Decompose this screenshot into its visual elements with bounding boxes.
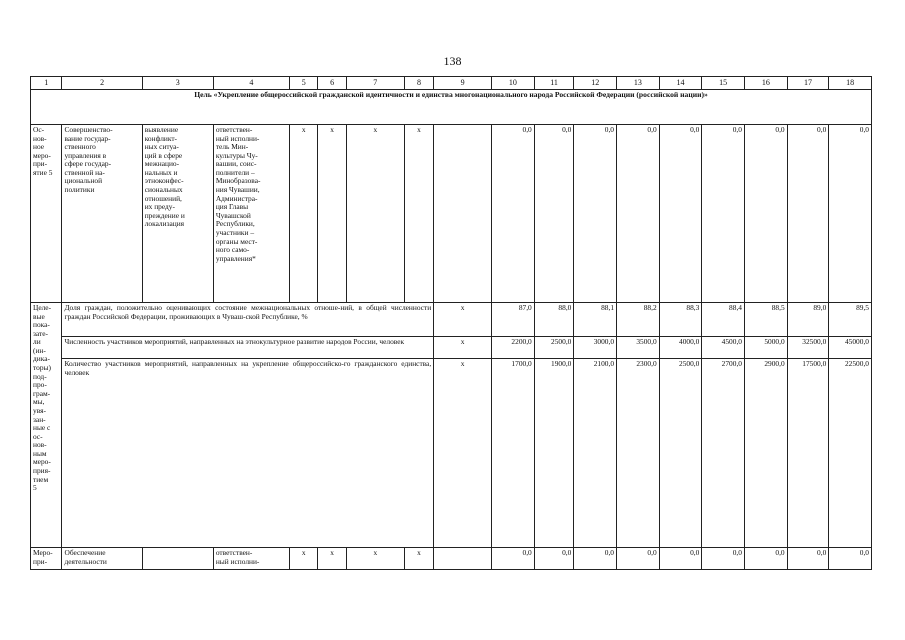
indicator-value: 45000,0 [829, 337, 872, 359]
event-value: 0,0 [659, 548, 702, 570]
main-event-label: Ос- нов- ное меро- при- ятие 5 [31, 125, 62, 303]
main-event-risks: выявление конфликт- ных ситуа- ций в сфере межнацио- нальных и этноконфес- сиональных отношений, их преду- преждение и локализация [142, 125, 213, 303]
column-number: 7 [346, 77, 404, 90]
main-event-value: 0,0 [744, 125, 787, 303]
indicator-value: 2100,0 [574, 359, 617, 548]
indicator-value: 4500,0 [702, 337, 745, 359]
column-number: 16 [744, 77, 787, 90]
event-label: Меро- при- [31, 548, 62, 570]
event-executor: ответствен- ный исполни- [213, 548, 289, 570]
main-event-value: 0,0 [492, 125, 535, 303]
indicators-label: Целе- вые пока- зате- ли (ин- дика- торы) под- про- грам- мы, увя- зан- ные с ос- нов- ным меро- прия- тием 5 [31, 303, 62, 548]
event-value: 0,0 [534, 548, 574, 570]
event-row [31, 548, 872, 570]
column-number: 1 [31, 77, 62, 90]
column-number: 5 [289, 77, 317, 90]
indicator-value: 5000,0 [744, 337, 787, 359]
main-event-value: 0,0 [534, 125, 574, 303]
column-number: 15 [702, 77, 745, 90]
event-name: Обеспечение деятельности [62, 548, 142, 570]
column-number: 10 [492, 77, 535, 90]
indicator-text: Количество участников мероприятий, направленных на укрепление общероссийско-го гражданского единства, человек [62, 359, 434, 548]
indicator-text: Численность участников мероприятий, направленных на этнокультурное развитие народов России, человек [62, 337, 434, 359]
indicator-value: 88,2 [617, 303, 660, 337]
goal-title: Цель «Укрепление общероссийской гражданской идентичности и единства многонационального народа Российской Федерации (российской нации)» [31, 90, 872, 125]
main-event-value: 0,0 [829, 125, 872, 303]
indicator-value: 89,5 [829, 303, 872, 337]
column-number: 12 [574, 77, 617, 90]
indicator-value: 2900,0 [744, 359, 787, 548]
event-value: 0,0 [744, 548, 787, 570]
column-number: 13 [617, 77, 660, 90]
main-event-c8: x [404, 125, 433, 303]
main-event-value: 0,0 [574, 125, 617, 303]
indicator-value: 32500,0 [787, 337, 829, 359]
column-number: 6 [318, 77, 346, 90]
column-number: 8 [404, 77, 433, 90]
main-event-executor: ответствен- ный исполни- тель Мин- культуры Чу- вашии, соис- полнители – Минобразова- ния Чувашии, Администра- ция Главы Чувашской Республики, участники – органы мест- ного само- управления* [213, 125, 289, 303]
main-event-c7: x [346, 125, 404, 303]
column-number-row [31, 77, 872, 90]
column-number: 14 [659, 77, 702, 90]
event-c7: x [346, 548, 404, 570]
indicator-row [31, 337, 872, 359]
goal-row [31, 90, 872, 125]
event-value: 0,0 [617, 548, 660, 570]
indicator-value: 4000,0 [659, 337, 702, 359]
indicator-value: 1700,0 [492, 359, 535, 548]
event-c5: x [289, 548, 317, 570]
main-event-c9 [434, 125, 492, 303]
page-number: 138 [443, 54, 462, 68]
event-value: 0,0 [492, 548, 535, 570]
indicator-value: 2200,0 [492, 337, 535, 359]
event-c6: x [318, 548, 346, 570]
indicator-value: 3500,0 [617, 337, 660, 359]
indicator-mark: x [434, 359, 492, 548]
indicator-value: 2500,0 [534, 337, 574, 359]
column-number: 9 [434, 77, 492, 90]
main-event-c5: x [289, 125, 317, 303]
indicator-value: 1900,0 [534, 359, 574, 548]
event-value: 0,0 [702, 548, 745, 570]
indicator-text: Доля граждан, положительно оценивающих состояние межнациональных отноше-ний, в общей численности граждан Российской Федерации, проживающих в Чуваш-ской Республике, % [62, 303, 434, 337]
program-table [30, 76, 872, 570]
indicator-value: 88,1 [574, 303, 617, 337]
indicator-value: 88,3 [659, 303, 702, 337]
main-event-name: Совершенство- вание государ- ственного управления в сфере государ- ственной на- циональной политики [62, 125, 142, 303]
column-number: 18 [829, 77, 872, 90]
indicator-row [31, 359, 872, 548]
column-number: 4 [213, 77, 289, 90]
indicator-mark: x [434, 303, 492, 337]
column-number: 17 [787, 77, 829, 90]
event-value: 0,0 [574, 548, 617, 570]
indicator-row [31, 303, 872, 337]
indicator-value: 89,0 [787, 303, 829, 337]
indicator-value: 22500,0 [829, 359, 872, 548]
main-event-value: 0,0 [659, 125, 702, 303]
event-risks [142, 548, 213, 570]
indicator-value: 2300,0 [617, 359, 660, 548]
main-event-c6: x [318, 125, 346, 303]
indicator-value: 17500,0 [787, 359, 829, 548]
column-number: 2 [62, 77, 142, 90]
column-number: 11 [534, 77, 574, 90]
main-event-value: 0,0 [787, 125, 829, 303]
indicator-mark: x [434, 337, 492, 359]
indicator-value: 88,5 [744, 303, 787, 337]
indicator-value: 2700,0 [702, 359, 745, 548]
column-number: 3 [142, 77, 213, 90]
indicator-value: 88,0 [534, 303, 574, 337]
indicator-value: 87,0 [492, 303, 535, 337]
indicator-value: 2500,0 [659, 359, 702, 548]
event-value: 0,0 [829, 548, 872, 570]
main-event-value: 0,0 [702, 125, 745, 303]
main-event-row [31, 125, 872, 303]
event-c9 [434, 548, 492, 570]
indicator-value: 88,4 [702, 303, 745, 337]
indicator-value: 3000,0 [574, 337, 617, 359]
main-event-value: 0,0 [617, 125, 660, 303]
event-value: 0,0 [787, 548, 829, 570]
event-c8: x [404, 548, 433, 570]
